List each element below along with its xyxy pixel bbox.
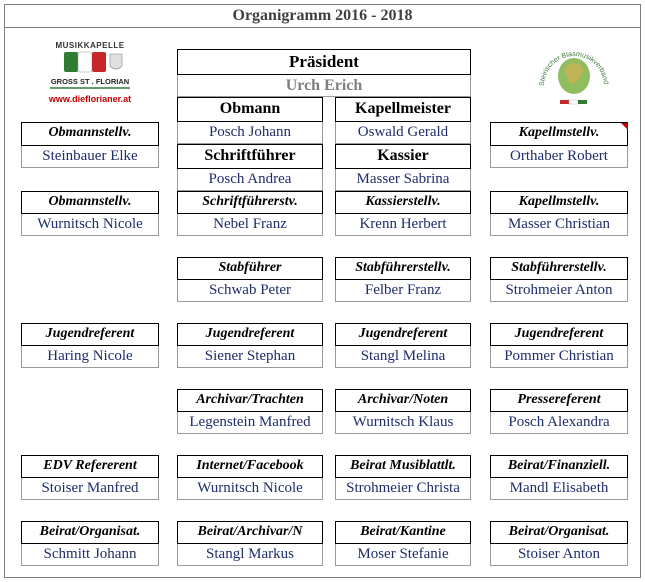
- association-logo: [534, 36, 614, 112]
- name-pressereferent: Posch Alexandra: [490, 412, 628, 434]
- name-beirat-kantine: Moser Stefanie: [335, 544, 471, 566]
- logo-flag-red: [92, 52, 106, 72]
- role-jugendreferent-3: Jugendreferent: [335, 323, 471, 346]
- name-schriftfuehrer: Posch Andrea: [177, 169, 323, 191]
- name-beirat-archivar: Stangl Markus: [177, 544, 323, 566]
- role-archivar-noten: Archivar/Noten: [335, 389, 471, 412]
- role-edv-referent: EDV Refererent: [21, 455, 159, 478]
- role-beirat-organisat-2: Beirat/Organisat.: [490, 521, 628, 544]
- name-kassierstellv: Krenn Herbert: [335, 214, 471, 236]
- name-beirat-organisat-1: Schmitt Johann: [21, 544, 159, 566]
- name-jugendreferent-4: Pommer Christian: [490, 346, 628, 368]
- role-pressereferent: Pressereferent: [490, 389, 628, 412]
- name-beirat-finanziell: Mandl Elisabeth: [490, 478, 628, 500]
- role-stabfuehrerstellv-2: Stabführerstellv.: [490, 257, 628, 280]
- name-beirat-organisat-2: Stoiser Anton: [490, 544, 628, 566]
- role-internet-facebook: Internet/Facebook: [177, 455, 323, 478]
- logo-flag-white: [78, 52, 92, 72]
- role-schriftfuehrerstv: Schriftführerstv.: [177, 191, 323, 214]
- role-stabfuehrerstellv-1: Stabführerstellv.: [335, 257, 471, 280]
- name-edv-referent: Stoiser Manfred: [21, 478, 159, 500]
- role-beirat-archivar: Beirat/Archivar/N: [177, 521, 323, 544]
- role-schriftfuehrer: Schriftführer: [177, 144, 323, 169]
- role-kapellmstellv-1: Kapellmstellv.: [490, 122, 628, 146]
- role-praesident: Präsident: [177, 49, 471, 75]
- name-obmann: Posch Johann: [177, 122, 323, 144]
- role-jugendreferent-4: Jugendreferent: [490, 323, 628, 346]
- role-kassierstellv: Kassierstellv.: [335, 191, 471, 214]
- name-jugendreferent-1: Haring Nicole: [21, 346, 159, 368]
- logo-stripe-red: [560, 100, 569, 104]
- role-stabfuehrer: Stabführer: [177, 257, 323, 280]
- name-stabfuehrer: Schwab Peter: [177, 280, 323, 302]
- role-obmannstellv-2: Obmannstellv.: [21, 191, 159, 214]
- name-jugendreferent-2: Siener Stephan: [177, 346, 323, 368]
- role-archivar-trachten: Archivar/Trachten: [177, 389, 323, 412]
- page-title: Organigramm 2016 - 2018: [4, 4, 641, 28]
- name-stabfuehrerstellv-1: Felber Franz: [335, 280, 471, 302]
- role-kapellmstellv-2: Kapellmstellv.: [490, 191, 628, 214]
- role-beirat-organisat-1: Beirat/Organisat.: [21, 521, 159, 544]
- name-praesident: Urch Erich: [177, 75, 471, 97]
- role-obmann: Obmann: [177, 97, 323, 122]
- role-kapellmeister: Kapellmeister: [335, 97, 471, 122]
- logo-shield: [110, 54, 122, 69]
- name-obmannstellv-2: Wurnitsch Nicole: [21, 214, 159, 236]
- name-beirat-musiblatt: Strohmeier Christa: [335, 478, 471, 500]
- name-kapellmstellv-2: Masser Christian: [490, 214, 628, 236]
- role-jugendreferent-2: Jugendreferent: [177, 323, 323, 346]
- logo-website: www.dieflorianer.at: [48, 94, 132, 104]
- name-kassier: Masser Sabrina: [335, 169, 471, 191]
- logo-band-name-line2: GROSS ST . FLORIAN: [50, 77, 130, 86]
- role-beirat-musiblatt: Beirat Musiblattlt.: [335, 455, 471, 478]
- role-beirat-finanziell: Beirat/Finanziell.: [490, 455, 628, 478]
- comment-marker-icon: [621, 123, 628, 130]
- role-kassier: Kassier: [335, 144, 471, 169]
- name-jugendreferent-3: Stangl Melina: [335, 346, 471, 368]
- logo-band-name-line1: MUSIKKAPELLE: [55, 41, 125, 50]
- name-obmannstellv-1: Steinbauer Elke: [21, 146, 159, 168]
- logo-flag-green: [64, 52, 78, 72]
- name-internet-facebook: Wurnitsch Nicole: [177, 478, 323, 500]
- logo-stripe-green: [578, 100, 587, 104]
- logo-arc-text: Steirischer Blasmusikverband: [538, 50, 609, 87]
- logo-stripe-white: [569, 100, 578, 104]
- role-jugendreferent-1: Jugendreferent: [21, 323, 159, 346]
- name-archivar-noten: Wurnitsch Klaus: [335, 412, 471, 434]
- band-logo: [40, 36, 140, 112]
- name-archivar-trachten: Legenstein Manfred: [177, 412, 323, 434]
- role-beirat-kantine: Beirat/Kantine: [335, 521, 471, 544]
- name-kapellmstellv-1: Orthaber Robert: [490, 146, 628, 168]
- name-schriftfuehrerstv: Nebel Franz: [177, 214, 323, 236]
- role-obmannstellv-1: Obmannstellv.: [21, 122, 159, 146]
- name-kapellmeister: Oswald Gerald: [335, 122, 471, 144]
- name-stabfuehrerstellv-2: Strohmeier Anton: [490, 280, 628, 302]
